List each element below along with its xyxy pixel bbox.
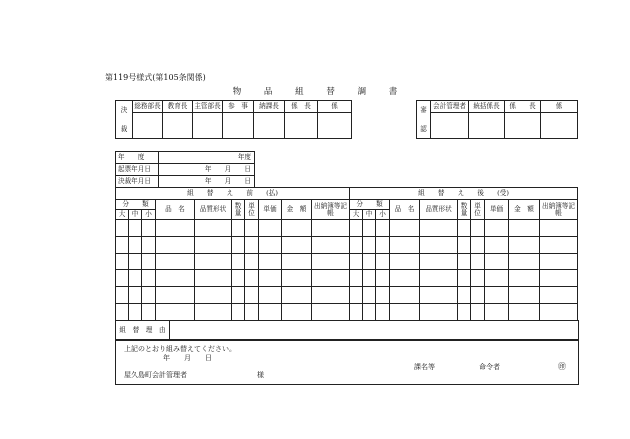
table-cell[interactable] [245,303,259,320]
table-cell[interactable] [129,303,142,320]
table-cell[interactable] [509,287,540,304]
approval-stamp-cell[interactable] [469,113,505,139]
recipient-honorific: 様 [257,371,264,379]
reason-table [115,320,579,340]
approval-stamp-cell[interactable] [505,113,541,139]
table-cell[interactable] [245,287,259,304]
table-row [116,270,578,287]
table-cell[interactable] [156,220,195,237]
after-col-quality: 品質形状 [420,200,458,220]
before-col-quantity: 数量 [232,200,245,220]
table-cell[interactable] [509,220,540,237]
table-cell[interactable] [282,220,312,237]
approval-col-header: 総務部長 [133,101,163,113]
table-cell[interactable] [540,287,578,304]
table-cell[interactable] [363,270,376,287]
table-cell[interactable] [282,253,312,270]
items-body [116,220,578,321]
approval-stamp-cell[interactable] [133,113,163,139]
table-cell[interactable] [312,270,350,287]
after-col-quantity: 数量 [458,200,471,220]
table-cell[interactable] [458,236,471,253]
table-cell[interactable] [363,253,376,270]
table-cell[interactable] [116,303,129,320]
table-cell[interactable] [142,236,156,253]
seal-icon: ㊞ [558,362,566,371]
table-cell[interactable] [312,236,350,253]
approval-col-header: 参 事 [223,101,254,113]
table-cell[interactable] [350,303,363,320]
table-cell[interactable] [129,220,142,237]
table-row [116,287,578,304]
table-cell[interactable] [116,220,129,237]
title-char: 替 [326,87,335,97]
table-cell[interactable] [312,303,350,320]
table-cell[interactable] [195,303,232,320]
table-cell[interactable] [390,220,420,237]
table-cell[interactable] [376,253,390,270]
table-cell[interactable] [195,236,232,253]
table-cell[interactable] [232,220,245,237]
table-cell[interactable] [282,287,312,304]
table-cell[interactable] [540,220,578,237]
table-cell[interactable] [156,303,195,320]
before-section-title: 組 替 え 前 (払) [116,188,350,200]
approval-stamp-cell[interactable] [163,113,193,139]
info-value-approval-date[interactable]: 年 月 日 [159,176,255,188]
table-cell[interactable] [458,220,471,237]
table-cell[interactable] [259,303,282,320]
table-cell[interactable] [116,287,129,304]
table-cell[interactable] [350,220,363,237]
after-class-medium: 中 [363,210,376,220]
table-cell[interactable] [156,236,195,253]
info-label-year: 年 度 [116,152,159,164]
approval-stamp-cell[interactable] [318,113,352,139]
table-cell[interactable] [471,220,485,237]
table-cell[interactable] [350,287,363,304]
after-col-unit: 単位 [471,200,485,220]
table-cell[interactable] [485,253,509,270]
before-col-amount: 金 額 [282,200,312,220]
after-col-unit-price: 単価 [485,200,509,220]
table-cell[interactable] [471,236,485,253]
approval-stamp-cell[interactable] [285,113,318,139]
form-number: 第119号様式(第105条関係) [105,73,206,82]
table-cell[interactable] [142,220,156,237]
table-row [116,236,578,253]
table-cell[interactable] [390,253,420,270]
table-cell[interactable] [363,303,376,320]
approval-stamp-cell[interactable] [254,113,285,139]
table-row [116,253,578,270]
before-class-small: 小 [142,210,156,220]
table-cell[interactable] [540,253,578,270]
approval-col-header: 係 [318,101,352,113]
table-cell[interactable] [259,236,282,253]
table-cell[interactable] [245,236,259,253]
table-cell[interactable] [420,270,458,287]
table-cell[interactable] [363,220,376,237]
table-cell[interactable] [129,287,142,304]
approval-stamp-cell[interactable] [541,113,578,139]
table-cell[interactable] [195,220,232,237]
table-cell[interactable] [129,253,142,270]
approval-label-right: 審 認 [417,101,431,139]
approval-col-header: 納課長 [254,101,285,113]
table-cell[interactable] [312,253,350,270]
info-value-year[interactable]: 年度 [159,152,255,164]
approval-stamp-cell[interactable] [431,113,469,139]
table-cell[interactable] [509,236,540,253]
recipient-name: 屋久島町会計管理者 [124,371,187,379]
table-cell[interactable] [129,236,142,253]
request-statement: 上記のとおり組み替えてください。 [124,345,236,353]
table-cell[interactable] [142,253,156,270]
table-cell[interactable] [458,253,471,270]
table-cell[interactable] [458,287,471,304]
table-cell[interactable] [485,303,509,320]
after-class-header: 分 類 [350,200,390,210]
before-class-header: 分 類 [116,200,156,210]
table-cell[interactable] [156,270,195,287]
table-cell[interactable] [471,270,485,287]
table-cell[interactable] [350,270,363,287]
table-cell[interactable] [259,287,282,304]
table-cell[interactable] [420,287,458,304]
table-cell[interactable] [232,287,245,304]
table-cell[interactable] [259,220,282,237]
table-cell[interactable] [232,253,245,270]
table-cell[interactable] [390,236,420,253]
table-cell[interactable] [485,236,509,253]
after-col-ledger: 出納簿等記 帳 [540,200,578,220]
table-cell[interactable] [509,303,540,320]
before-col-unit: 単位 [245,200,259,220]
after-class-small: 小 [376,210,390,220]
table-cell[interactable] [232,270,245,287]
table-cell[interactable] [282,270,312,287]
before-class-medium: 中 [129,210,142,220]
table-cell[interactable] [509,253,540,270]
approval-table-left [115,100,352,139]
table-cell[interactable] [376,287,390,304]
after-class-large: 大 [350,210,363,220]
approval-stamp-cell[interactable] [223,113,254,139]
reason-field[interactable] [170,321,579,340]
info-table [115,151,255,188]
table-cell[interactable] [376,236,390,253]
table-cell[interactable] [312,287,350,304]
title-char: 組 [295,87,304,97]
table-cell[interactable] [390,303,420,320]
table-cell[interactable] [195,253,232,270]
approval-label-left: 決 裁 [116,101,133,139]
table-cell[interactable] [232,236,245,253]
table-cell[interactable] [458,303,471,320]
table-cell[interactable] [420,220,458,237]
title-char: 物 [232,87,242,97]
after-col-amount: 金 額 [509,200,540,220]
table-cell[interactable] [312,220,350,237]
approval-col-header: 会計管理者 [431,101,469,113]
title-char: 調 [357,87,367,97]
table-cell[interactable] [156,253,195,270]
table-cell[interactable] [142,287,156,304]
info-label-draft-date: 起票年月日 [116,164,159,176]
dept-label: 課名等 [414,363,435,371]
approval-col-header: 統括係長 [469,101,505,113]
table-cell[interactable] [485,220,509,237]
table-cell[interactable] [116,270,129,287]
table-cell[interactable] [259,253,282,270]
info-label-approval-date: 決裁年月日 [116,176,159,188]
table-row [116,220,578,237]
approval-col-header: 係 [541,101,578,113]
table-cell[interactable] [471,287,485,304]
table-cell[interactable] [245,220,259,237]
table-cell[interactable] [282,236,312,253]
table-cell[interactable] [376,303,390,320]
table-cell[interactable] [350,253,363,270]
table-cell[interactable] [245,270,259,287]
table-cell[interactable] [485,270,509,287]
table-cell[interactable] [509,270,540,287]
table-cell[interactable] [350,236,363,253]
table-cell[interactable] [142,303,156,320]
title-char: 品 [263,87,273,97]
before-col-quality: 品質形状 [195,200,232,220]
table-cell[interactable] [282,303,312,320]
after-col-name: 品 名 [390,200,420,220]
commander-label: 命令者 [479,363,500,371]
table-cell[interactable] [540,270,578,287]
table-cell[interactable] [458,270,471,287]
table-cell[interactable] [232,303,245,320]
table-cell[interactable] [195,270,232,287]
request-date[interactable]: 年 月 日 [163,354,212,362]
form-title [0,85,630,97]
table-cell[interactable] [259,270,282,287]
approval-stamp-cell[interactable] [193,113,223,139]
items-table [115,187,582,321]
table-cell[interactable] [485,287,509,304]
before-col-unit-price: 単価 [259,200,282,220]
table-cell[interactable] [471,253,485,270]
table-cell[interactable] [363,287,376,304]
approval-col-header: 係 長 [505,101,541,113]
reason-label: 組 替 理 由 [116,321,170,340]
table-cell[interactable] [540,303,578,320]
table-cell[interactable] [420,303,458,320]
after-section-title: 組 替 え 後 (受) [350,188,578,200]
approval-col-header: 主管部長 [193,101,223,113]
title-char: 書 [388,87,398,97]
table-cell[interactable] [540,236,578,253]
approval-table-right [416,100,578,139]
table-cell[interactable] [142,270,156,287]
before-col-name: 品 名 [156,200,195,220]
table-cell[interactable] [420,236,458,253]
info-value-draft-date[interactable]: 年 月 日 [159,164,255,176]
table-cell[interactable] [129,270,142,287]
table-cell[interactable] [116,253,129,270]
table-cell[interactable] [390,270,420,287]
before-class-large: 大 [116,210,129,220]
table-cell[interactable] [116,236,129,253]
table-cell[interactable] [245,253,259,270]
table-cell[interactable] [390,287,420,304]
table-cell[interactable] [376,220,390,237]
approval-col-header: 教育長 [163,101,193,113]
table-row [116,303,578,320]
table-cell[interactable] [471,303,485,320]
table-cell[interactable] [376,270,390,287]
table-cell[interactable] [156,287,195,304]
table-cell[interactable] [363,236,376,253]
before-col-ledger: 出納簿等記 帳 [312,200,350,220]
approval-col-header: 係 長 [285,101,318,113]
table-cell[interactable] [420,253,458,270]
table-cell[interactable] [195,287,232,304]
